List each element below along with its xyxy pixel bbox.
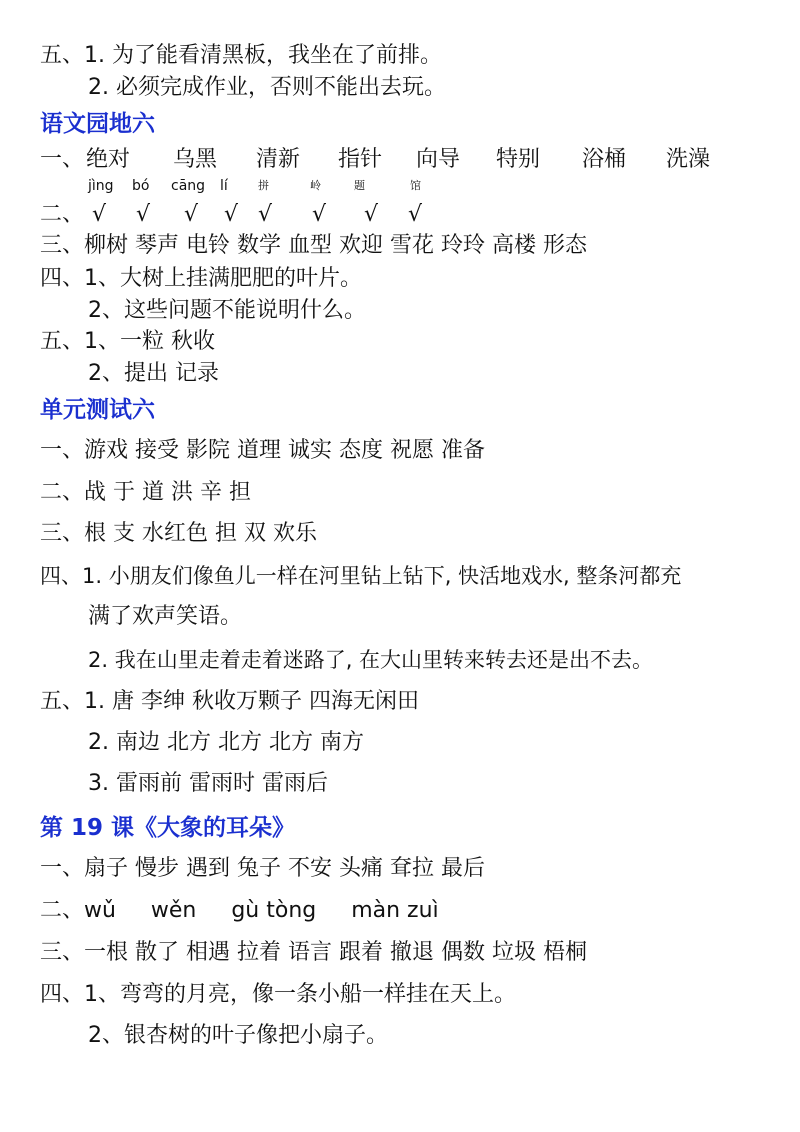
lesson19-q1: 一、扇子 慢步 遇到 兔子 不安 头痛 耷拉 最后 — [40, 856, 485, 881]
check-mark: √ — [312, 202, 327, 227]
yuwen-q4-2: 2、这些问题不能说明什么。 — [88, 298, 366, 323]
check-mark: √ — [92, 202, 107, 227]
yuwen-q3: 三、柳树 琴声 电铃 数学 血型 欢迎 雪花 玲玲 高楼 形态 — [40, 233, 587, 258]
check-mark: √ — [364, 202, 379, 227]
test-q1: 一、游戏 接受 影院 道理 诚实 态度 祝愿 准备 — [40, 438, 485, 463]
yuwen-q2-label: 二、 — [40, 202, 85, 227]
check-mark: √ — [258, 202, 273, 227]
yuwen-q1-word: 特别 — [496, 147, 541, 172]
yuwen-q1-label: 一、 — [40, 147, 85, 172]
pinyin-item: 岭 — [310, 179, 321, 192]
check-mark: √ — [408, 202, 423, 227]
check-mark: √ — [136, 202, 151, 227]
test-q4-2: 2. 我在山里走着走着迷路了, 在大山里转来转去还是出不去。 — [88, 648, 654, 672]
test-q4-1b: 满了欢声笑语。 — [88, 604, 243, 629]
s1-line-2: 2. 必须完成作业，否则不能出去玩。 — [88, 75, 446, 100]
pinyin-item: bó — [132, 178, 150, 194]
s1-line-1: 五、1. 为了能看清黑板，我坐在了前排。 — [40, 43, 442, 68]
yuwen-q1-word: 绝对 — [86, 147, 131, 172]
yuwen-q1-word: 乌黑 — [173, 147, 218, 172]
yuwen-q1-row — [40, 145, 780, 175]
lesson19-q4-2: 2、银杏树的叶子像把小扇子。 — [88, 1023, 388, 1048]
yuwen-q2-row — [40, 200, 780, 230]
yuwen-q1-word: 向导 — [416, 147, 461, 172]
test-q3: 三、根 支 水红色 担 双 欢乐 — [40, 521, 317, 546]
yuwen-pinyin-row — [88, 176, 788, 196]
pinyin-item: jìng — [88, 178, 114, 194]
test-q2: 二、战 于 道 洪 辛 担 — [40, 480, 251, 505]
lesson19-q2: 二、wǔ wěn gù tòng màn zuì — [40, 898, 439, 923]
yuwen-q1-word: 浴桶 — [582, 147, 627, 172]
lesson19-q4-1: 四、1、弯弯的月亮，像一条小船一样挂在天上。 — [40, 982, 516, 1007]
pinyin-item: 拼 — [258, 179, 269, 192]
yuwen-q4-1: 四、1、大树上挂满肥肥的叶片。 — [40, 266, 362, 291]
section-title-yuwen: 语文园地六 — [40, 111, 155, 137]
yuwen-q5-2: 2、提出 记录 — [88, 361, 219, 386]
test-q5-1: 五、1. 唐 李绅 秋收万颗子 四海无闲田 — [40, 689, 419, 714]
check-mark: √ — [184, 202, 199, 227]
yuwen-q1-word: 清新 — [256, 147, 301, 172]
pinyin-item: 题 — [354, 179, 365, 192]
lesson19-q3: 三、一根 散了 相遇 拉着 语言 跟着 撤退 偶数 垃圾 梧桐 — [40, 940, 587, 965]
pinyin-item: 馆 — [410, 179, 421, 192]
pinyin-item: cāng — [171, 178, 206, 194]
yuwen-q1-word: 洗澡 — [666, 147, 711, 172]
test-q5-2: 2. 南边 北方 北方 北方 南方 — [88, 730, 364, 755]
check-mark: √ — [224, 202, 239, 227]
test-q5-3: 3. 雷雨前 雷雨时 雷雨后 — [88, 771, 328, 796]
pinyin-item: lí — [220, 178, 228, 194]
section-title-lesson19: 第 19 课《大象的耳朵》 — [40, 815, 296, 841]
yuwen-q5-1: 五、1、一粒 秋收 — [40, 329, 215, 354]
test-q4-1a: 四、1. 小朋友们像鱼儿一样在河里钻上钻下, 快活地戏水, 整条河都充 — [40, 564, 682, 588]
yuwen-q1-word: 指针 — [338, 147, 383, 172]
section-title-test: 单元测试六 — [40, 397, 155, 423]
